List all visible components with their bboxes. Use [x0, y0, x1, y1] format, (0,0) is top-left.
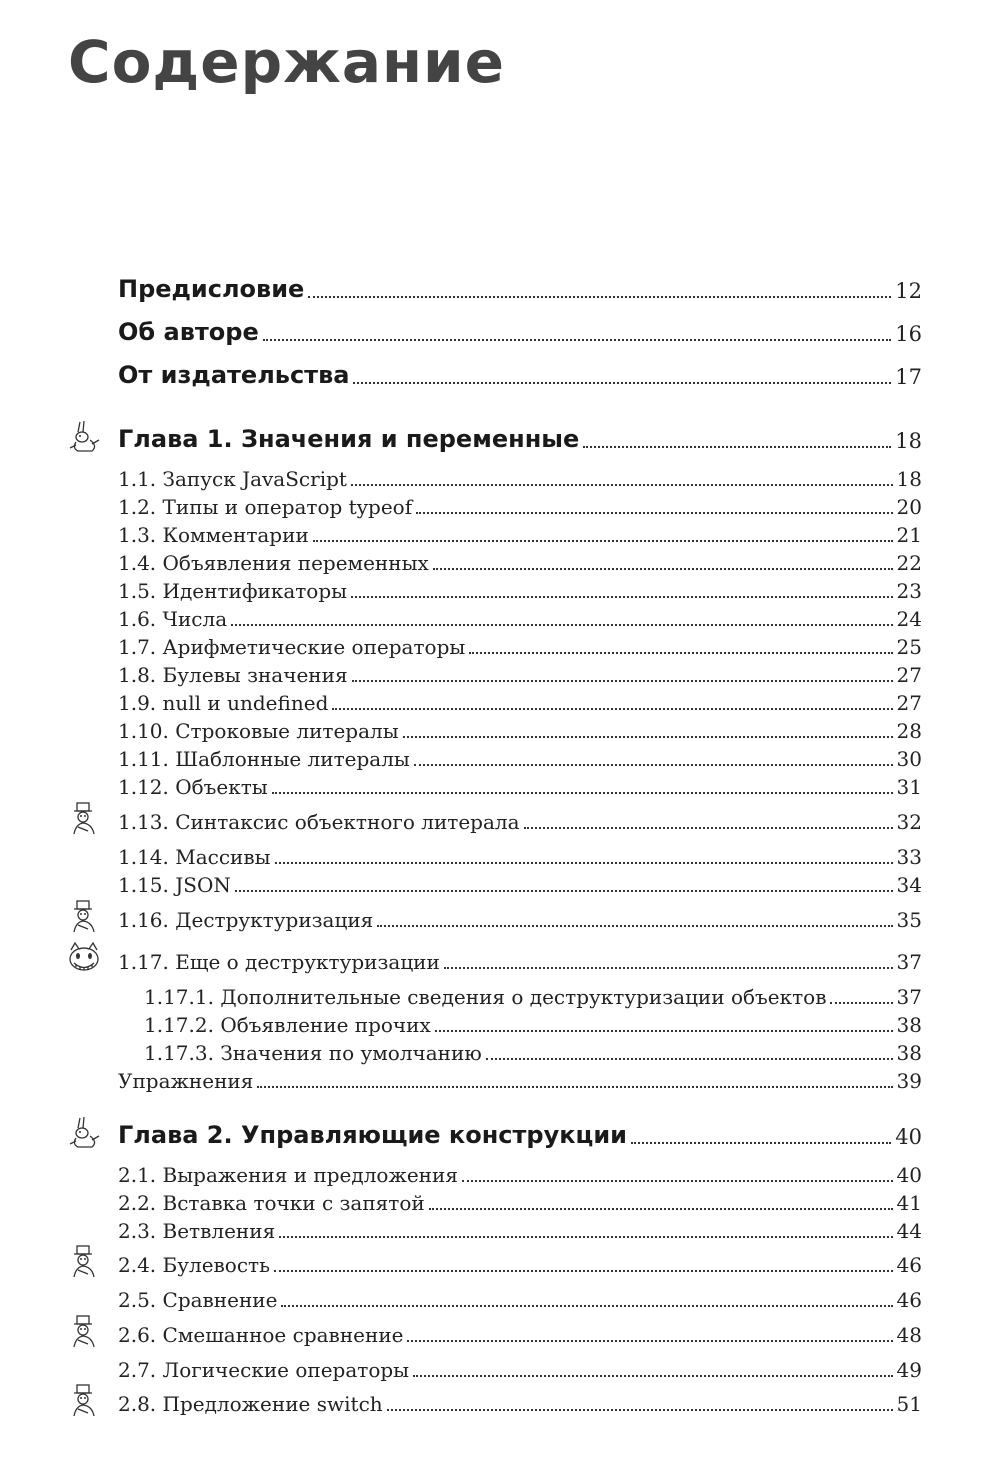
toc-entry-1-11[interactable] — [118, 741, 922, 771]
toc-entry-1-4[interactable] — [118, 545, 922, 575]
toc-page: 16 — [895, 322, 922, 346]
leader-dots — [413, 1375, 892, 1377]
toc-label: 1.6. Числа — [118, 607, 228, 631]
toc-entry-2-7[interactable] — [118, 1352, 922, 1382]
toc-entry-2-3[interactable] — [118, 1213, 922, 1243]
leader-dots — [231, 624, 892, 626]
toc-page: 30 — [896, 747, 922, 771]
toc-entry-1-8[interactable] — [118, 657, 922, 687]
toc-entry-chapter-2[interactable] — [118, 1119, 922, 1149]
mad-hatter-icon — [66, 1243, 102, 1279]
toc-label: Об авторе — [118, 318, 259, 346]
toc-page: 27 — [896, 663, 922, 687]
leader-dots — [257, 1086, 892, 1088]
toc-page: 38 — [896, 1041, 922, 1065]
leader-dots — [352, 680, 893, 682]
toc-label: 2.4. Булевость — [118, 1253, 270, 1277]
toc-page: 51 — [896, 1392, 922, 1416]
toc-entry-1-10[interactable] — [118, 713, 922, 743]
leader-dots — [351, 484, 893, 486]
toc-label: 2.5. Сравнение — [118, 1288, 278, 1312]
toc-label: 2.7. Логические операторы — [118, 1358, 410, 1382]
toc-entry-1-12[interactable] — [118, 769, 922, 799]
cheshire-cat-icon — [66, 940, 102, 976]
leader-dots — [274, 1270, 893, 1272]
leader-dots — [469, 652, 892, 654]
mad-hatter-icon — [66, 800, 102, 836]
toc-label: 1.17.2. Объявление прочих — [144, 1013, 431, 1037]
toc-label: 1.13. Синтаксис объектного литерала — [118, 810, 520, 834]
toc-label: Упражнения — [118, 1069, 254, 1093]
toc-page: 46 — [896, 1288, 922, 1312]
leader-dots — [353, 382, 891, 384]
toc-label: 2.3. Ветвления — [118, 1219, 276, 1243]
page-title: Содержание — [68, 28, 506, 96]
toc-label: 2.8. Предложение switch — [118, 1392, 383, 1416]
toc-page: 40 — [896, 1163, 922, 1187]
toc-page: 18 — [895, 429, 922, 453]
leader-dots — [275, 862, 893, 864]
toc-page: 18 — [896, 467, 922, 491]
toc-label: 1.11. Шаблонные литералы — [118, 747, 410, 771]
toc-page: 39 — [896, 1069, 922, 1093]
toc-label: 1.4. Объявления переменных — [118, 551, 429, 575]
leader-dots — [281, 1305, 892, 1307]
toc-label: 2.2. Вставка точки с запятой — [118, 1191, 425, 1215]
leader-dots — [486, 1058, 893, 1060]
toc-entry-2-2[interactable] — [118, 1185, 922, 1215]
toc-page: 32 — [896, 810, 922, 834]
toc-page: 48 — [896, 1323, 922, 1347]
toc-label: 1.1. Запуск JavaScript — [118, 467, 347, 491]
leader-dots — [444, 967, 893, 969]
toc-entry-1-17[interactable] — [118, 944, 922, 974]
toc-label: 2.6. Смешанное сравнение — [118, 1323, 404, 1347]
toc-entry-preface[interactable] — [118, 273, 922, 303]
toc-label: Глава 2. Управляющие конструкции — [118, 1121, 627, 1149]
toc-label: 1.3. Комментарии — [118, 523, 309, 547]
toc-page: 28 — [896, 719, 922, 743]
leader-dots — [279, 1236, 892, 1238]
toc-entry-1-1[interactable] — [118, 461, 922, 491]
leader-dots — [308, 296, 891, 298]
toc-page: 31 — [896, 775, 922, 799]
leader-dots — [332, 708, 892, 710]
toc-page: 21 — [896, 523, 922, 547]
toc-label: 1.8. Булевы значения — [118, 663, 348, 687]
leader-dots — [387, 1409, 893, 1411]
toc-entry-2-1[interactable] — [118, 1157, 922, 1187]
toc-page: 20 — [896, 495, 922, 519]
toc-entry-1-13[interactable] — [118, 804, 922, 834]
toc-entry-exercises-1[interactable] — [118, 1063, 922, 1093]
toc-page: 27 — [896, 691, 922, 715]
leader-dots — [830, 1002, 892, 1004]
mad-hatter-icon — [66, 1313, 102, 1349]
toc-page: 37 — [896, 985, 922, 1009]
toc-label: 1.2. Типы и оператор typeof — [118, 495, 413, 519]
toc-entry-2-4[interactable] — [118, 1247, 922, 1277]
toc-label: 1.7. Арифметические операторы — [118, 635, 466, 659]
leader-dots — [433, 568, 893, 570]
toc-page: 23 — [896, 579, 922, 603]
toc-label: 1.17.1. Дополнительные сведения о деструктуризации объектов — [144, 985, 827, 1009]
toc-entry-1-17-1[interactable] — [144, 979, 922, 1009]
toc-page: 25 — [896, 635, 922, 659]
toc-page: 44 — [896, 1219, 922, 1243]
toc-label: 1.10. Строковые литералы — [118, 719, 399, 743]
toc-entry-1-17-3[interactable] — [144, 1035, 922, 1065]
toc-entry-2-5[interactable] — [118, 1282, 922, 1312]
toc-entry-1-7[interactable] — [118, 629, 922, 659]
white-rabbit-icon — [66, 1114, 102, 1150]
leader-dots — [313, 540, 893, 542]
toc-label: 1.9. null и undefined — [118, 691, 329, 715]
toc-page: 22 — [896, 551, 922, 575]
toc-entry-2-8[interactable] — [118, 1386, 922, 1416]
toc-entry-1-15[interactable] — [118, 867, 922, 897]
toc-label: 1.16. Деструктуризация — [118, 908, 374, 932]
leader-dots — [524, 827, 893, 829]
toc-page: 40 — [895, 1125, 922, 1149]
leader-dots — [429, 1208, 893, 1210]
leader-dots — [407, 1340, 892, 1342]
toc-page: 35 — [896, 908, 922, 932]
toc-label: От издательства — [118, 361, 350, 389]
toc-entry-1-16[interactable] — [118, 902, 922, 932]
leader-dots — [263, 339, 892, 341]
mad-hatter-icon — [66, 898, 102, 934]
toc-page: 33 — [896, 845, 922, 869]
toc-entry-2-6[interactable] — [118, 1317, 922, 1347]
leader-dots — [435, 1030, 893, 1032]
toc-entry-1-5[interactable] — [118, 573, 922, 603]
leader-dots — [416, 512, 892, 514]
toc-label: Глава 1. Значения и переменные — [118, 425, 580, 453]
toc-label: 1.17. Еще о деструктуризации — [118, 950, 440, 974]
toc-entry-1-17-2[interactable] — [144, 1007, 922, 1037]
toc-entry-1-3[interactable] — [118, 517, 922, 547]
toc-entry-1-14[interactable] — [118, 839, 922, 869]
leader-dots — [377, 925, 892, 927]
toc-page: 17 — [895, 365, 922, 389]
mad-hatter-icon — [66, 1382, 102, 1418]
toc-page: 41 — [896, 1191, 922, 1215]
leader-dots — [631, 1142, 891, 1144]
toc-page: 12 — [895, 279, 922, 303]
leader-dots — [462, 1180, 893, 1182]
toc-label: 1.5. Идентификаторы — [118, 579, 348, 603]
toc-page: 38 — [896, 1013, 922, 1037]
toc-label: Предисловие — [118, 275, 305, 303]
toc-label: 2.1. Выражения и предложения — [118, 1163, 458, 1187]
toc-entry-1-9[interactable] — [118, 685, 922, 715]
toc-page: 37 — [896, 950, 922, 974]
toc-page: 34 — [896, 873, 922, 897]
leader-dots — [583, 446, 891, 448]
toc-entry-about-author[interactable] — [118, 316, 922, 346]
leader-dots — [414, 764, 893, 766]
toc-entry-1-6[interactable] — [118, 601, 922, 631]
toc-page: 24 — [896, 607, 922, 631]
toc-label: 1.12. Объекты — [118, 775, 268, 799]
toc-page: 49 — [896, 1358, 922, 1382]
toc-entry-chapter-1[interactable] — [118, 423, 922, 453]
toc-label: 1.14. Массивы — [118, 845, 271, 869]
toc-label: 1.17.3. Значения по умолчанию — [144, 1041, 482, 1065]
toc-entry-1-2[interactable] — [118, 489, 922, 519]
leader-dots — [403, 736, 893, 738]
toc-page: 46 — [896, 1253, 922, 1277]
leader-dots — [351, 596, 892, 598]
leader-dots — [235, 890, 893, 892]
white-rabbit-icon — [66, 418, 102, 454]
toc-label: 1.15. JSON — [118, 873, 231, 897]
toc-entry-publisher[interactable] — [118, 359, 922, 389]
leader-dots — [272, 792, 893, 794]
